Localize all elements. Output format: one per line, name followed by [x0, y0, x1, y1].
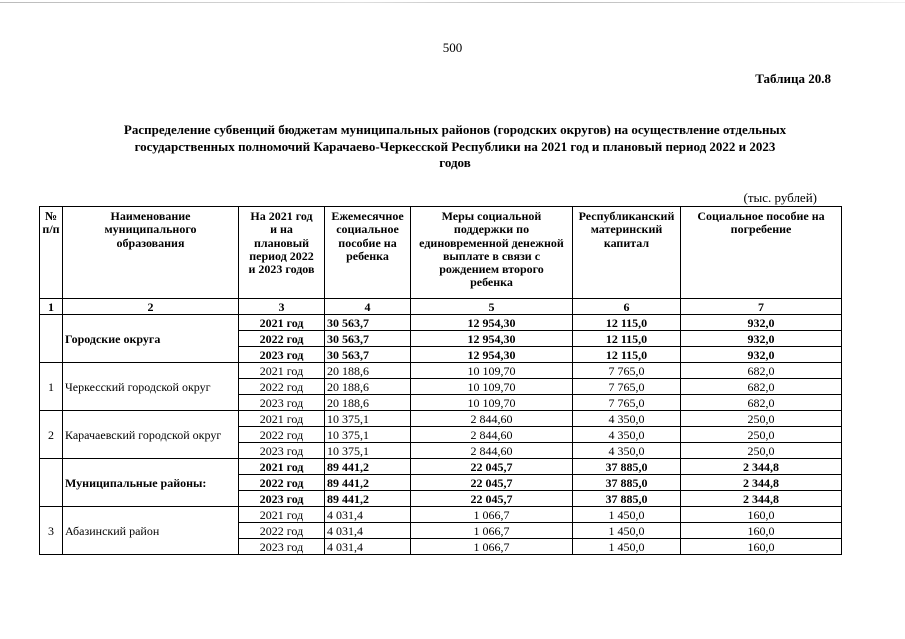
municipality-name-cell: Карачаевский городской округ — [63, 411, 239, 459]
value-cell: 22 045,7 — [411, 475, 573, 491]
column-number: 6 — [573, 299, 681, 315]
value-cell: 7 765,0 — [573, 395, 681, 411]
column-header-line: погребение — [730, 222, 792, 237]
column-header-line: ребенка — [470, 275, 513, 290]
table-body — [40, 299, 842, 555]
value-cell: 4 350,0 — [573, 443, 681, 459]
column-header-line: ребенка — [346, 248, 389, 263]
value-cell: 932,0 — [681, 347, 842, 363]
value-cell: 682,0 — [681, 379, 842, 395]
year-cell: 2023 год — [239, 539, 325, 555]
column-header-line: плановый — [253, 235, 310, 250]
table-row — [40, 459, 842, 475]
column-header-line: и 2023 годов — [248, 262, 315, 277]
table-row — [40, 411, 842, 427]
value-cell: 12 954,30 — [411, 347, 573, 363]
value-cell: 160,0 — [681, 523, 842, 539]
column-header-line: материнский — [590, 222, 663, 237]
column-header — [40, 207, 63, 299]
value-cell: 12 115,0 — [573, 315, 681, 331]
value-cell: 10 109,70 — [411, 395, 573, 411]
column-header-line: Республиканский — [578, 209, 675, 223]
year-cell: 2021 год — [239, 459, 325, 475]
value-cell: 250,0 — [681, 443, 842, 459]
column-number-row — [40, 299, 842, 315]
column-header — [411, 207, 573, 299]
title-line: Распределение субвенций бюджетам муниципальных районов (городских округов) на осуществление отдельных — [123, 122, 787, 137]
value-cell: 2 344,8 — [681, 459, 842, 475]
municipality-name-cell: Черкесский городской округ — [63, 363, 239, 411]
row-number-cell: 1 — [40, 363, 63, 411]
value-cell: 1 450,0 — [573, 523, 681, 539]
value-cell: 7 765,0 — [573, 379, 681, 395]
value-cell: 2 844,60 — [411, 427, 573, 443]
table-header-row — [40, 207, 842, 299]
year-cell: 2023 год — [239, 395, 325, 411]
value-cell: 2 844,60 — [411, 411, 573, 427]
year-cell: 2023 год — [239, 347, 325, 363]
value-cell: 37 885,0 — [573, 491, 681, 507]
column-header — [239, 207, 325, 299]
value-cell: 30 563,7 — [325, 315, 411, 331]
column-header-line: № — [44, 209, 58, 223]
value-cell: 932,0 — [681, 331, 842, 347]
column-header-line: п/п — [42, 222, 60, 237]
value-cell: 37 885,0 — [573, 459, 681, 475]
year-cell: 2022 год — [239, 331, 325, 347]
year-cell: 2021 год — [239, 507, 325, 523]
column-header-line: период 2022 — [249, 248, 314, 263]
value-cell: 2 844,60 — [411, 443, 573, 459]
row-number-cell: 2 — [40, 411, 63, 459]
value-cell: 1 066,7 — [411, 539, 573, 555]
value-cell: 12 954,30 — [411, 315, 573, 331]
value-cell: 2 344,8 — [681, 491, 842, 507]
table-row — [40, 507, 842, 523]
column-header — [573, 207, 681, 299]
municipality-name-cell: Абазинский район — [63, 507, 239, 555]
value-cell: 250,0 — [681, 411, 842, 427]
value-cell: 4 031,4 — [325, 507, 411, 523]
document-title — [40, 122, 870, 172]
value-cell: 10 109,70 — [411, 363, 573, 379]
value-cell: 1 066,7 — [411, 523, 573, 539]
column-number: 7 — [681, 299, 842, 315]
column-header-line: поддержки по — [453, 222, 530, 237]
units-label: (тыс. рублей) — [743, 190, 817, 205]
value-cell: 22 045,7 — [411, 491, 573, 507]
column-header-line: образования — [116, 235, 185, 250]
value-cell: 10 375,1 — [325, 427, 411, 443]
scan-top-rule — [0, 2, 905, 3]
value-cell: 932,0 — [681, 315, 842, 331]
value-cell: 12 954,30 — [411, 331, 573, 347]
title-line: государственных полномочий Карачаево-Черкесской Республики на 2021 год и плановый период 2022 и 2023 — [134, 138, 776, 154]
value-cell: 682,0 — [681, 395, 842, 411]
value-cell: 89 441,2 — [325, 459, 411, 475]
column-number: 2 — [63, 299, 239, 315]
column-header-line: пособие на — [338, 235, 397, 250]
column-header-line: выплате в связи с — [442, 248, 541, 263]
column-header — [681, 207, 842, 299]
column-header-line: Ежемесячное — [331, 209, 404, 223]
value-cell: 22 045,7 — [411, 459, 573, 475]
column-header-line: На 2021 год — [250, 209, 313, 223]
value-cell: 2 344,8 — [681, 475, 842, 491]
value-cell: 1 066,7 — [411, 507, 573, 523]
value-cell: 7 765,0 — [573, 363, 681, 379]
value-cell: 89 441,2 — [325, 491, 411, 507]
column-header-line: и на — [270, 222, 293, 237]
subvention-table — [39, 206, 842, 555]
value-cell: 4 031,4 — [325, 539, 411, 555]
row-number-cell — [40, 459, 63, 507]
table-row — [40, 363, 842, 379]
year-cell: 2022 год — [239, 475, 325, 491]
year-cell: 2022 год — [239, 379, 325, 395]
value-cell: 1 450,0 — [573, 539, 681, 555]
table-label: Таблица 20.8 — [755, 71, 831, 86]
value-cell: 20 188,6 — [325, 379, 411, 395]
column-header-line: Наименование — [110, 209, 191, 223]
value-cell: 10 109,70 — [411, 379, 573, 395]
table-row — [40, 315, 842, 331]
municipality-name-cell: Городские округа — [63, 315, 239, 363]
value-cell: 12 115,0 — [573, 347, 681, 363]
column-header-line: социальное — [336, 222, 399, 237]
column-header — [325, 207, 411, 299]
value-cell: 30 563,7 — [325, 331, 411, 347]
value-cell: 160,0 — [681, 539, 842, 555]
value-cell: 4 350,0 — [573, 427, 681, 443]
value-cell: 10 375,1 — [325, 443, 411, 459]
value-cell: 20 188,6 — [325, 363, 411, 379]
column-header — [63, 207, 239, 299]
year-cell: 2023 год — [239, 443, 325, 459]
column-header-line: капитал — [603, 235, 650, 250]
year-cell: 2021 год — [239, 315, 325, 331]
row-number-cell: 3 — [40, 507, 63, 555]
value-cell: 250,0 — [681, 427, 842, 443]
column-number: 4 — [325, 299, 411, 315]
page-number: 500 — [442, 40, 463, 55]
year-cell: 2021 год — [239, 363, 325, 379]
value-cell: 37 885,0 — [573, 475, 681, 491]
year-cell: 2023 год — [239, 491, 325, 507]
column-header-line: рождением второго — [439, 262, 544, 277]
row-number-cell — [40, 315, 63, 363]
value-cell: 30 563,7 — [325, 347, 411, 363]
column-header-line: единовременной денежной — [419, 235, 564, 250]
column-header-line: Меры социальной — [441, 209, 542, 223]
column-number: 3 — [239, 299, 325, 315]
column-header-line: Социальное пособие на — [697, 209, 825, 223]
value-cell: 10 375,1 — [325, 411, 411, 427]
column-number: 1 — [40, 299, 63, 315]
municipality-name-cell: Муниципальные районы: — [63, 459, 239, 507]
value-cell: 682,0 — [681, 363, 842, 379]
value-cell: 4 350,0 — [573, 411, 681, 427]
column-header-line: муниципального — [104, 222, 197, 237]
title-line: годов — [439, 155, 471, 170]
value-cell: 4 031,4 — [325, 523, 411, 539]
value-cell: 12 115,0 — [573, 331, 681, 347]
year-cell: 2022 год — [239, 523, 325, 539]
value-cell: 1 450,0 — [573, 507, 681, 523]
value-cell: 89 441,2 — [325, 475, 411, 491]
value-cell: 20 188,6 — [325, 395, 411, 411]
year-cell: 2022 год — [239, 427, 325, 443]
column-number: 5 — [411, 299, 573, 315]
year-cell: 2021 год — [239, 411, 325, 427]
value-cell: 160,0 — [681, 507, 842, 523]
